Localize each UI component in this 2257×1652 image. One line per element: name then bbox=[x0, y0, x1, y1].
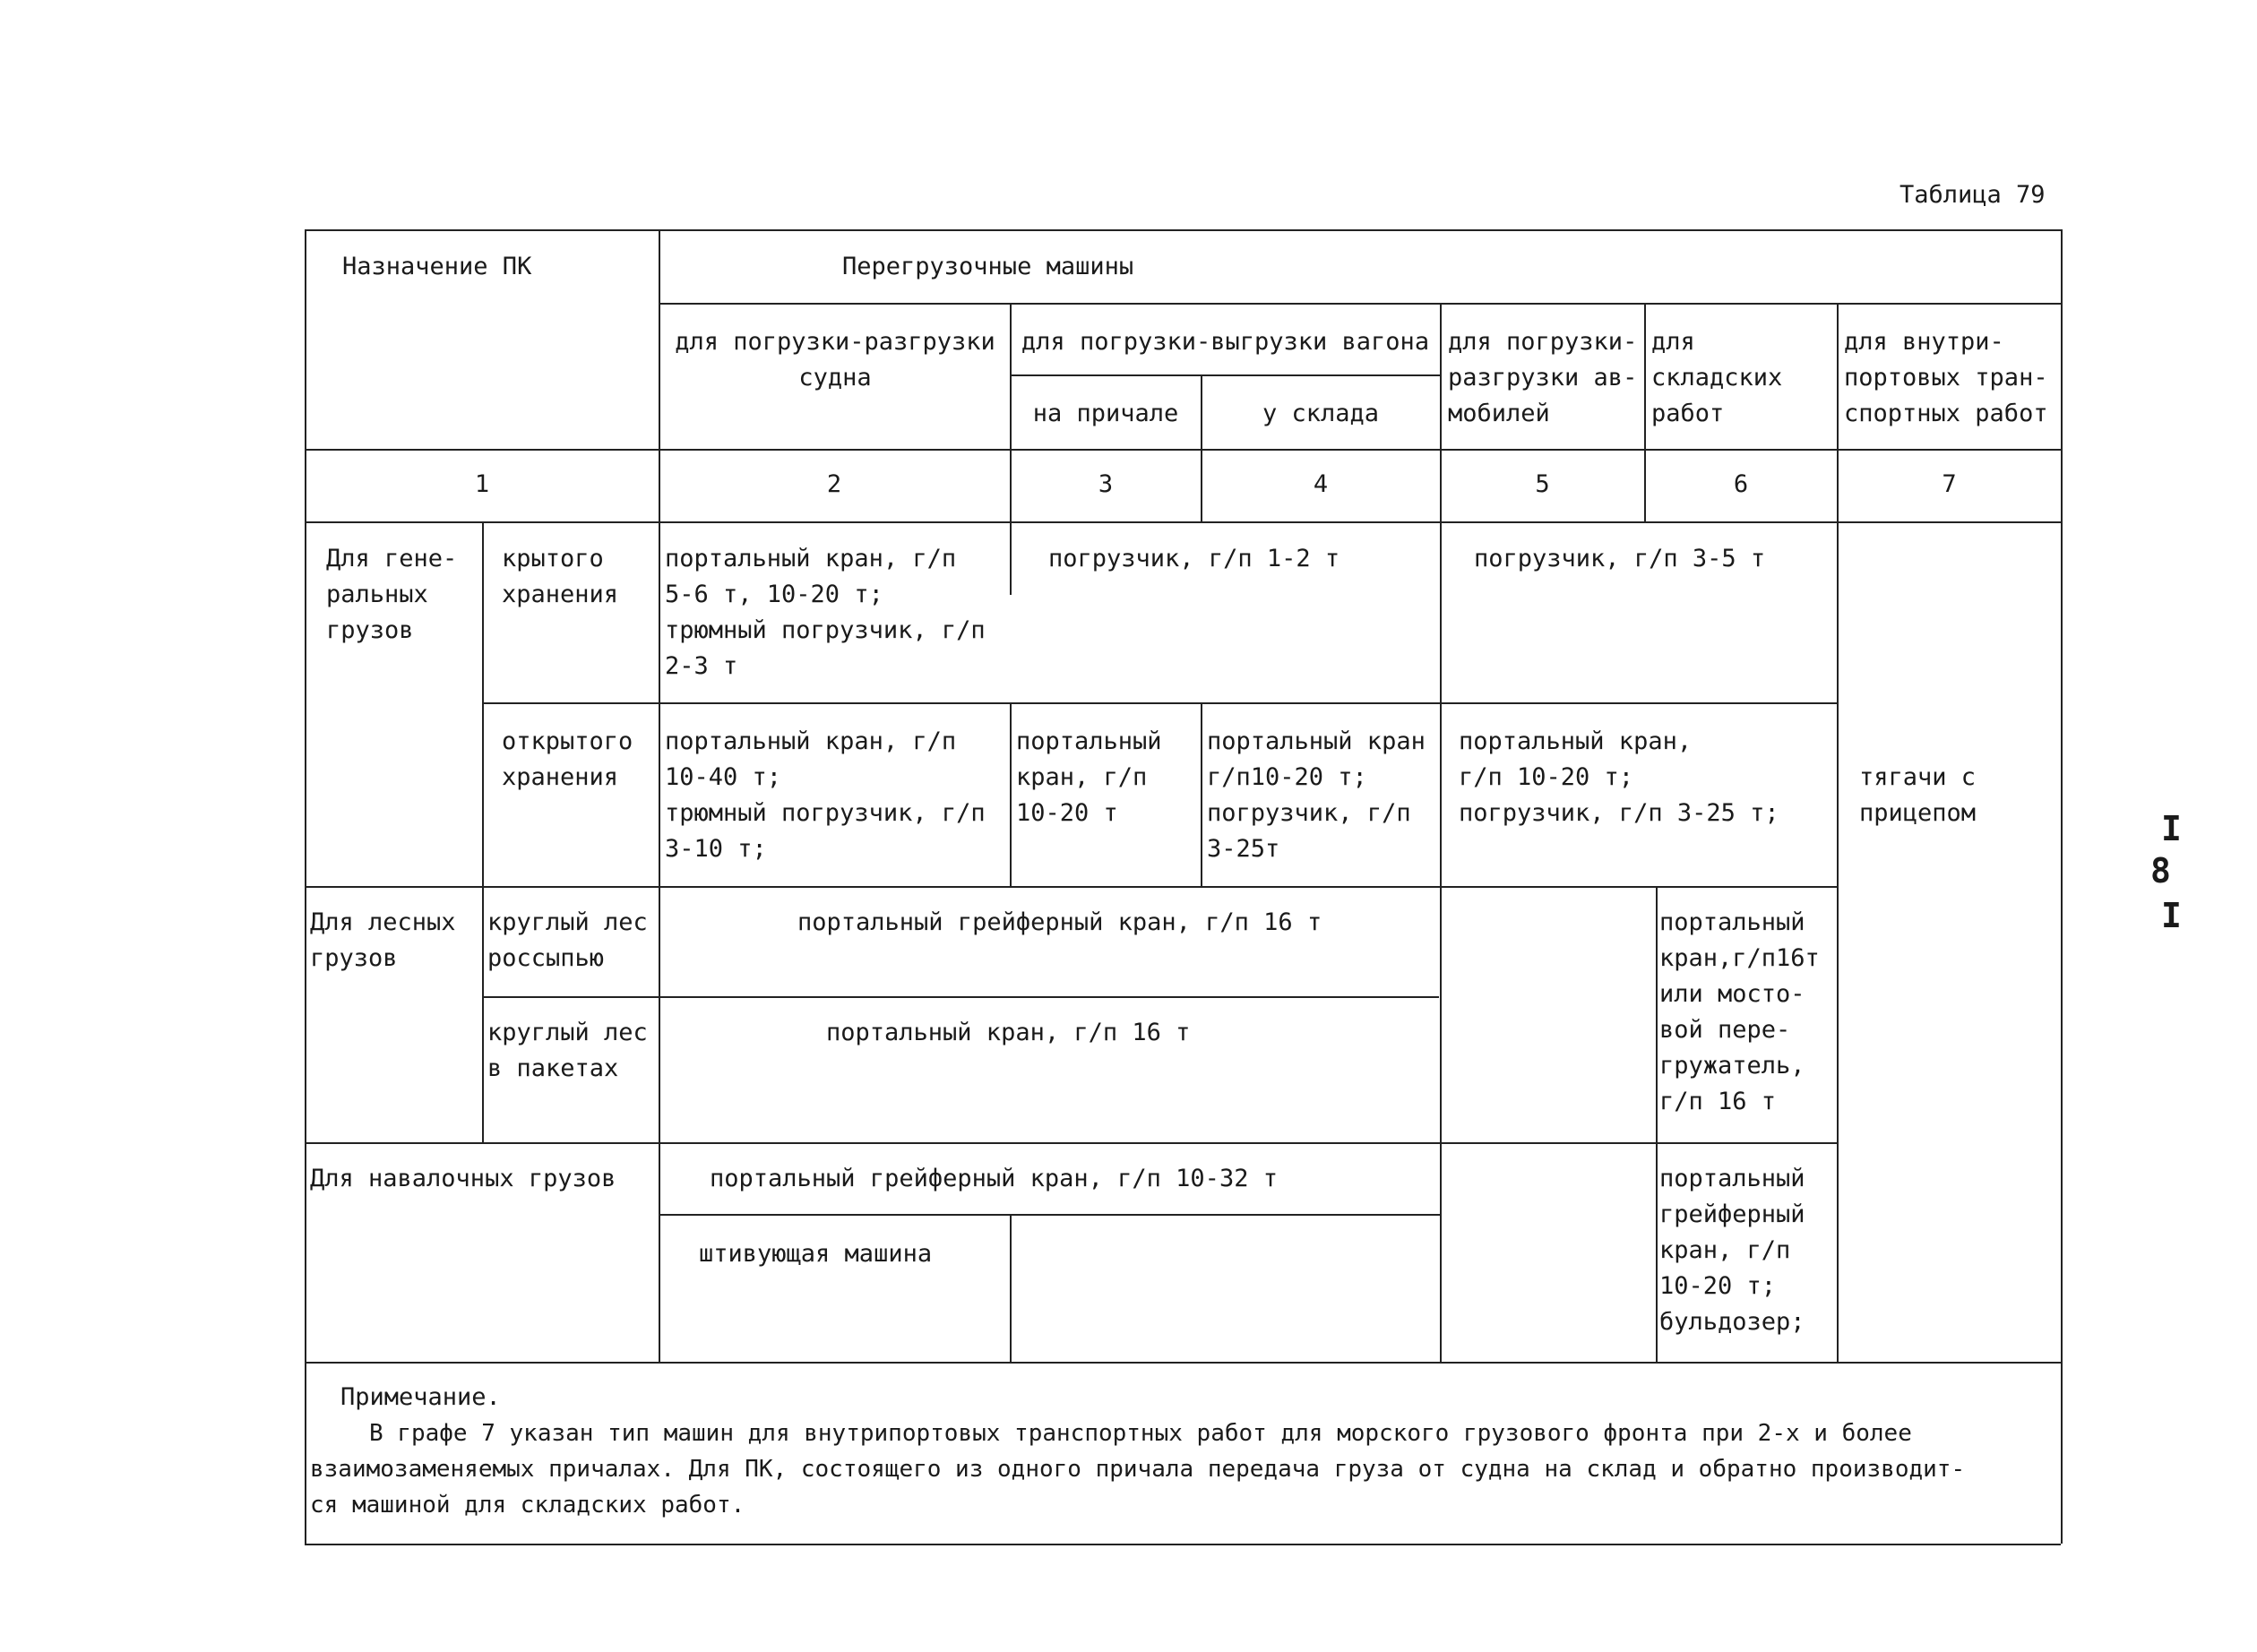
table-label: Таблица 79 bbox=[1899, 181, 2046, 209]
header-purpose: Назначение ПК bbox=[342, 253, 532, 280]
open-ship-line1: портальный кран, г/п bbox=[665, 727, 957, 755]
open-ship-line2: 10-40 т; bbox=[665, 763, 782, 791]
header-storage-line2: складских bbox=[1651, 364, 1783, 391]
general-label-line1: Для гене- bbox=[326, 545, 458, 572]
open-auto-storage-line1: портальный кран, bbox=[1459, 727, 1693, 755]
internal-transport-line2: прицепом bbox=[1859, 799, 1977, 827]
open-berth-line2: кран, г/п bbox=[1016, 763, 1148, 791]
timber-storage-line1: портальный bbox=[1659, 908, 1805, 936]
column-divider-1-2 bbox=[659, 229, 660, 1362]
covered-wagon: погрузчик, г/п 1-2 т bbox=[1048, 545, 1340, 572]
bulk-storage-line4: 10-20 т; bbox=[1659, 1272, 1777, 1300]
table-body-bottom-line bbox=[305, 1362, 2061, 1364]
bulk-trimmer: штивующая машина bbox=[699, 1240, 933, 1268]
column-number-7: 7 bbox=[1942, 470, 1957, 498]
timber-loose-label-line1: круглый лес bbox=[487, 908, 648, 936]
timber-loose-label-line2: россыпью bbox=[487, 944, 605, 972]
page-marker-bottom: I bbox=[2161, 896, 2182, 935]
bulk-storage-line5: бульдозер; bbox=[1659, 1308, 1805, 1336]
page-marker-top: I bbox=[2161, 809, 2182, 848]
header-wagon: для погрузки-выгрузки вагона bbox=[1021, 328, 1430, 356]
timber-loose-machine: портальный грейферный кран, г/п 16 т bbox=[797, 908, 1322, 936]
bulk-storage-line2: грейферный bbox=[1659, 1200, 1805, 1228]
open-storage-side-line3: погрузчик, г/п bbox=[1207, 799, 1411, 827]
covered-ship-line2: 5-6 т, 10-20 т; bbox=[665, 581, 883, 608]
header-wagon-berth: на причале bbox=[1032, 400, 1179, 427]
bulk-storage-line1: портальный bbox=[1659, 1165, 1805, 1192]
bulk-subrow-divider bbox=[659, 1214, 1440, 1216]
header-auto-line3: мобилей bbox=[1448, 400, 1550, 427]
general-label-line3: грузов bbox=[326, 616, 414, 644]
internal-transport-line1: тягачи с bbox=[1859, 763, 1977, 791]
table-border-top bbox=[305, 229, 2061, 231]
open-ship-line4: 3-10 т; bbox=[665, 835, 767, 863]
wagon-subheader-divider bbox=[1010, 374, 1440, 376]
column-number-2: 2 bbox=[826, 470, 842, 498]
open-label-line1: открытого bbox=[502, 727, 633, 755]
header-ship-line2: судна bbox=[798, 364, 872, 391]
column-divider-5-6-bottom bbox=[1656, 886, 1658, 1362]
covered-ship-line4: 2-3 т bbox=[665, 652, 738, 680]
open-storage-side-line1: портальный кран bbox=[1207, 727, 1426, 755]
covered-ship-line3: трюмный погрузчик, г/п bbox=[665, 616, 986, 644]
bulk-storage-line3: кран, г/п bbox=[1659, 1236, 1791, 1264]
bulk-machine: портальный грейферный кран, г/п 10-32 т bbox=[710, 1165, 1278, 1192]
covered-label-line1: крытого bbox=[502, 545, 604, 572]
covered-label-line2: хранения bbox=[502, 581, 619, 608]
header-internal-line1: для внутри- bbox=[1844, 328, 2004, 356]
timber-packs-label-line1: круглый лес bbox=[487, 1019, 648, 1046]
table-border-left bbox=[305, 229, 306, 1544]
bulk-label: Для навалочных грузов bbox=[310, 1165, 616, 1192]
timber-packs-machine: портальный кран, г/п 16 т bbox=[826, 1019, 1191, 1046]
open-label-line2: хранения bbox=[502, 763, 619, 791]
timber-label-line2: грузов bbox=[310, 944, 398, 972]
open-ship-line3: трюмный погрузчик, г/п bbox=[665, 799, 986, 827]
note-line3: ся машиной для складских работ. bbox=[310, 1492, 745, 1519]
general-row-divider bbox=[482, 702, 1837, 704]
column-divider-3-4-top bbox=[1201, 374, 1202, 521]
open-storage-side-line4: 3-25т bbox=[1207, 835, 1280, 863]
note-title: Примечание. bbox=[340, 1383, 501, 1411]
open-berth-line1: портальный bbox=[1016, 727, 1162, 755]
header-storage-line1: для bbox=[1651, 328, 1695, 356]
bulk-row-top-line bbox=[305, 1142, 1837, 1144]
header-auto-line1: для погрузки- bbox=[1448, 328, 1638, 356]
timber-storage-line3: или мосто- bbox=[1659, 980, 1805, 1008]
open-storage-side-line2: г/п10-20 т; bbox=[1207, 763, 1367, 791]
page-number: 8 bbox=[2150, 851, 2171, 891]
column-number-1: 1 bbox=[474, 470, 490, 498]
column-number-4: 4 bbox=[1313, 470, 1329, 498]
covered-auto-storage: погрузчик, г/п 3-5 т bbox=[1474, 545, 1766, 572]
column-number-3: 3 bbox=[1098, 470, 1114, 498]
header-machines: Перегрузочные машины bbox=[842, 253, 1134, 280]
general-label-line2: ральных bbox=[326, 581, 428, 608]
column-divider-6-7 bbox=[1837, 303, 1839, 1362]
timber-subrow-divider bbox=[482, 996, 1439, 998]
header-internal-line3: спортных работ bbox=[1844, 400, 2048, 427]
subcolumn-divider bbox=[482, 521, 484, 1142]
column-divider-3-4-mid bbox=[1201, 702, 1202, 886]
table-border-bottom bbox=[305, 1544, 2061, 1545]
table-border-right bbox=[2061, 229, 2063, 1544]
header-ship-line1: для погрузки-разгрузки bbox=[675, 328, 995, 356]
timber-packs-label-line2: в пакетах bbox=[487, 1054, 619, 1082]
column-numbers-bottom-line bbox=[305, 521, 2061, 523]
timber-row-top-line bbox=[305, 886, 1837, 888]
open-auto-storage-line3: погрузчик, г/п 3-25 т; bbox=[1459, 799, 1779, 827]
header-auto-line2: разгрузки ав- bbox=[1448, 364, 1638, 391]
timber-storage-line4: вой пере- bbox=[1659, 1016, 1791, 1044]
open-berth-line3: 10-20 т bbox=[1016, 799, 1118, 827]
column-divider-2-3-mid bbox=[1010, 702, 1012, 886]
covered-ship-line1: портальный кран, г/п bbox=[665, 545, 957, 572]
column-divider-4-5 bbox=[1440, 303, 1442, 1362]
timber-storage-line6: г/п 16 т bbox=[1659, 1088, 1777, 1115]
column-divider-5-6-top bbox=[1644, 303, 1646, 521]
column-number-5: 5 bbox=[1535, 470, 1550, 498]
timber-storage-line5: гружатель, bbox=[1659, 1052, 1805, 1080]
header-wagon-storage: у склада bbox=[1262, 400, 1380, 427]
column-divider-2-3-top bbox=[1010, 303, 1012, 595]
header-storage-line3: работ bbox=[1651, 400, 1725, 427]
header-internal-line2: портовых тран- bbox=[1844, 364, 2048, 391]
header-bottom-line bbox=[305, 449, 2061, 451]
timber-storage-line2: кран,г/п16т bbox=[1659, 944, 1820, 972]
column-divider-2-3-bottom bbox=[1010, 1214, 1012, 1362]
note-line1: В графе 7 указан тип машин для внутрипортовых транспортных работ для морского грузового фронта при 2-х и более bbox=[369, 1420, 1912, 1447]
timber-label-line1: Для лесных bbox=[310, 908, 456, 936]
open-auto-storage-line2: г/п 10-20 т; bbox=[1459, 763, 1634, 791]
note-line2: взаимозаменяемых причалах. Для ПК, состоящего из одного причала передача груза от судна на склад и обратно производит- bbox=[310, 1456, 1966, 1483]
column-number-6: 6 bbox=[1733, 470, 1749, 498]
header-divider bbox=[659, 303, 2061, 305]
